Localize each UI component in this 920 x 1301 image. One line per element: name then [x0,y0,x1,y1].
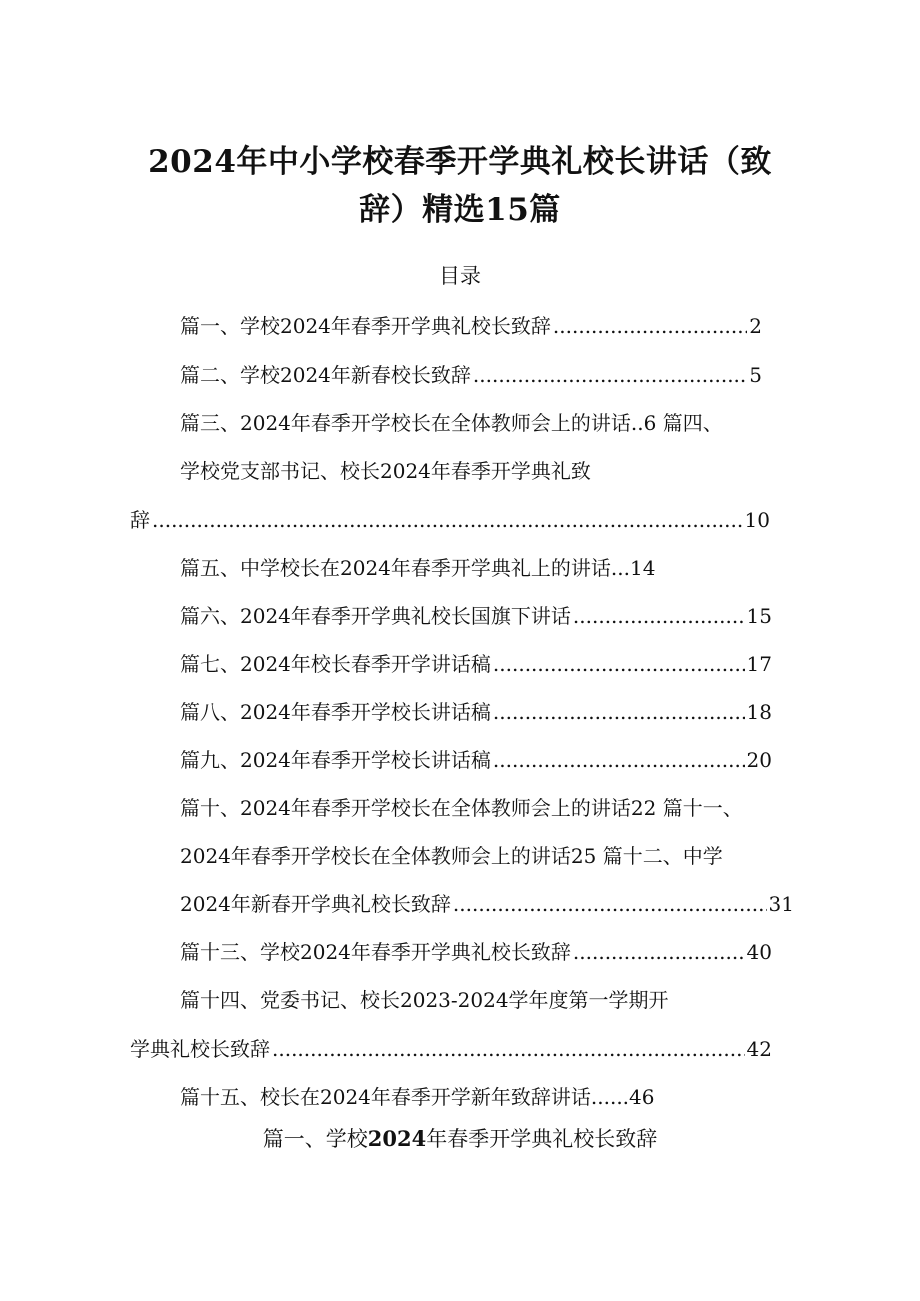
toc-entry-7[interactable] [180,650,772,678]
toc-entry-14[interactable]: 篇十四、党委书记、校长2023-2024学年度第一学期开 [180,988,669,1012]
toc-entry-13[interactable] [180,938,772,966]
toc-entry-title: 篇九、2024年春季开学校长讲话稿 [180,748,491,772]
toc-entry-6[interactable] [180,602,772,630]
toc-entry-page: 15 [746,604,772,628]
toc-entry-title: 篇二、学校2024年新春校长致辞 [180,363,471,387]
toc-leader-dots [553,312,747,340]
toc-entry-title: 学典礼校长致辞 [130,1037,270,1061]
toc-entry-4-end[interactable] [130,506,770,534]
toc-entry-title: 辞 [130,508,150,532]
toc-leader-dots [272,1035,745,1063]
toc-entry-page: 42 [746,1037,772,1061]
toc-entry-1[interactable] [180,312,762,340]
toc-entry-8[interactable] [180,698,772,726]
section-heading [0,1124,920,1154]
toc-entry-title: 篇六、2024年春季开学典礼校长国旗下讲话 [180,604,571,628]
toc-entry-title: 篇七、2024年校长春季开学讲话稿 [180,652,491,676]
toc-entry-page: 40 [746,940,772,964]
toc-entry-3[interactable]: 篇三、2024年春季开学校长在全体教师会上的讲话..6 篇四、 [180,411,723,435]
toc-entry-page: 10 [744,508,770,532]
toc-entry-title: 篇一、学校2024年春季开学典礼校长致辞 [180,314,551,338]
toc-leader-dots [493,650,745,678]
title-line-1: 2024年中小学校春季开学典礼校长讲话（致 [148,144,772,180]
toc-entry-title: 2024年新春开学典礼校长致辞 [180,892,451,916]
toc-leader-dots [493,698,745,726]
toc-entry-4-continued[interactable]: 学校党支部书记、校长2024年春季开学典礼致 [180,459,591,483]
toc-leader-dots [473,361,747,389]
toc-entry-9[interactable] [180,746,772,774]
toc-entry-title: 篇八、2024年春季开学校长讲话稿 [180,700,491,724]
toc-entry-page: 18 [746,700,772,724]
toc-entry-page: 2 [749,314,762,338]
toc-entry-title: 篇十三、学校2024年春季开学典礼校长致辞 [180,940,571,964]
section-heading-suffix: 年春季开学典礼校长致辞 [426,1127,658,1151]
toc-entry-14-end[interactable] [130,1035,772,1063]
toc-entry-page: 17 [746,652,772,676]
toc-entry-page: 31 [768,892,794,916]
toc-leader-dots [152,506,743,534]
toc-entry-2[interactable] [180,361,762,389]
toc-entry-page: 5 [749,363,762,387]
section-heading-prefix: 篇一、学校 [262,1127,368,1151]
toc-entry-page: 20 [746,748,772,772]
toc-entry-10[interactable]: 篇十、2024年春季开学校长在全体教师会上的讲话22 篇十一、 [180,796,743,820]
toc-entry-11[interactable]: 2024年春季开学校长在全体教师会上的讲话25 篇十二、中学 [180,844,723,868]
section-heading-year: 2024 [367,1126,427,1151]
toc-entry-5[interactable]: 篇五、中学校长在2024年春季开学典礼上的讲话...14 [180,556,656,580]
toc-heading: 目录 [439,264,481,288]
title-line-2: 辞）精选15篇 [359,192,561,228]
toc-entry-15[interactable]: 篇十五、校长在2024年春季开学新年致辞讲话......46 [180,1085,655,1109]
toc-leader-dots [453,890,767,918]
toc-leader-dots [573,938,745,966]
toc-leader-dots [573,602,745,630]
toc-entry-12[interactable] [180,890,794,918]
toc-leader-dots [493,746,745,774]
